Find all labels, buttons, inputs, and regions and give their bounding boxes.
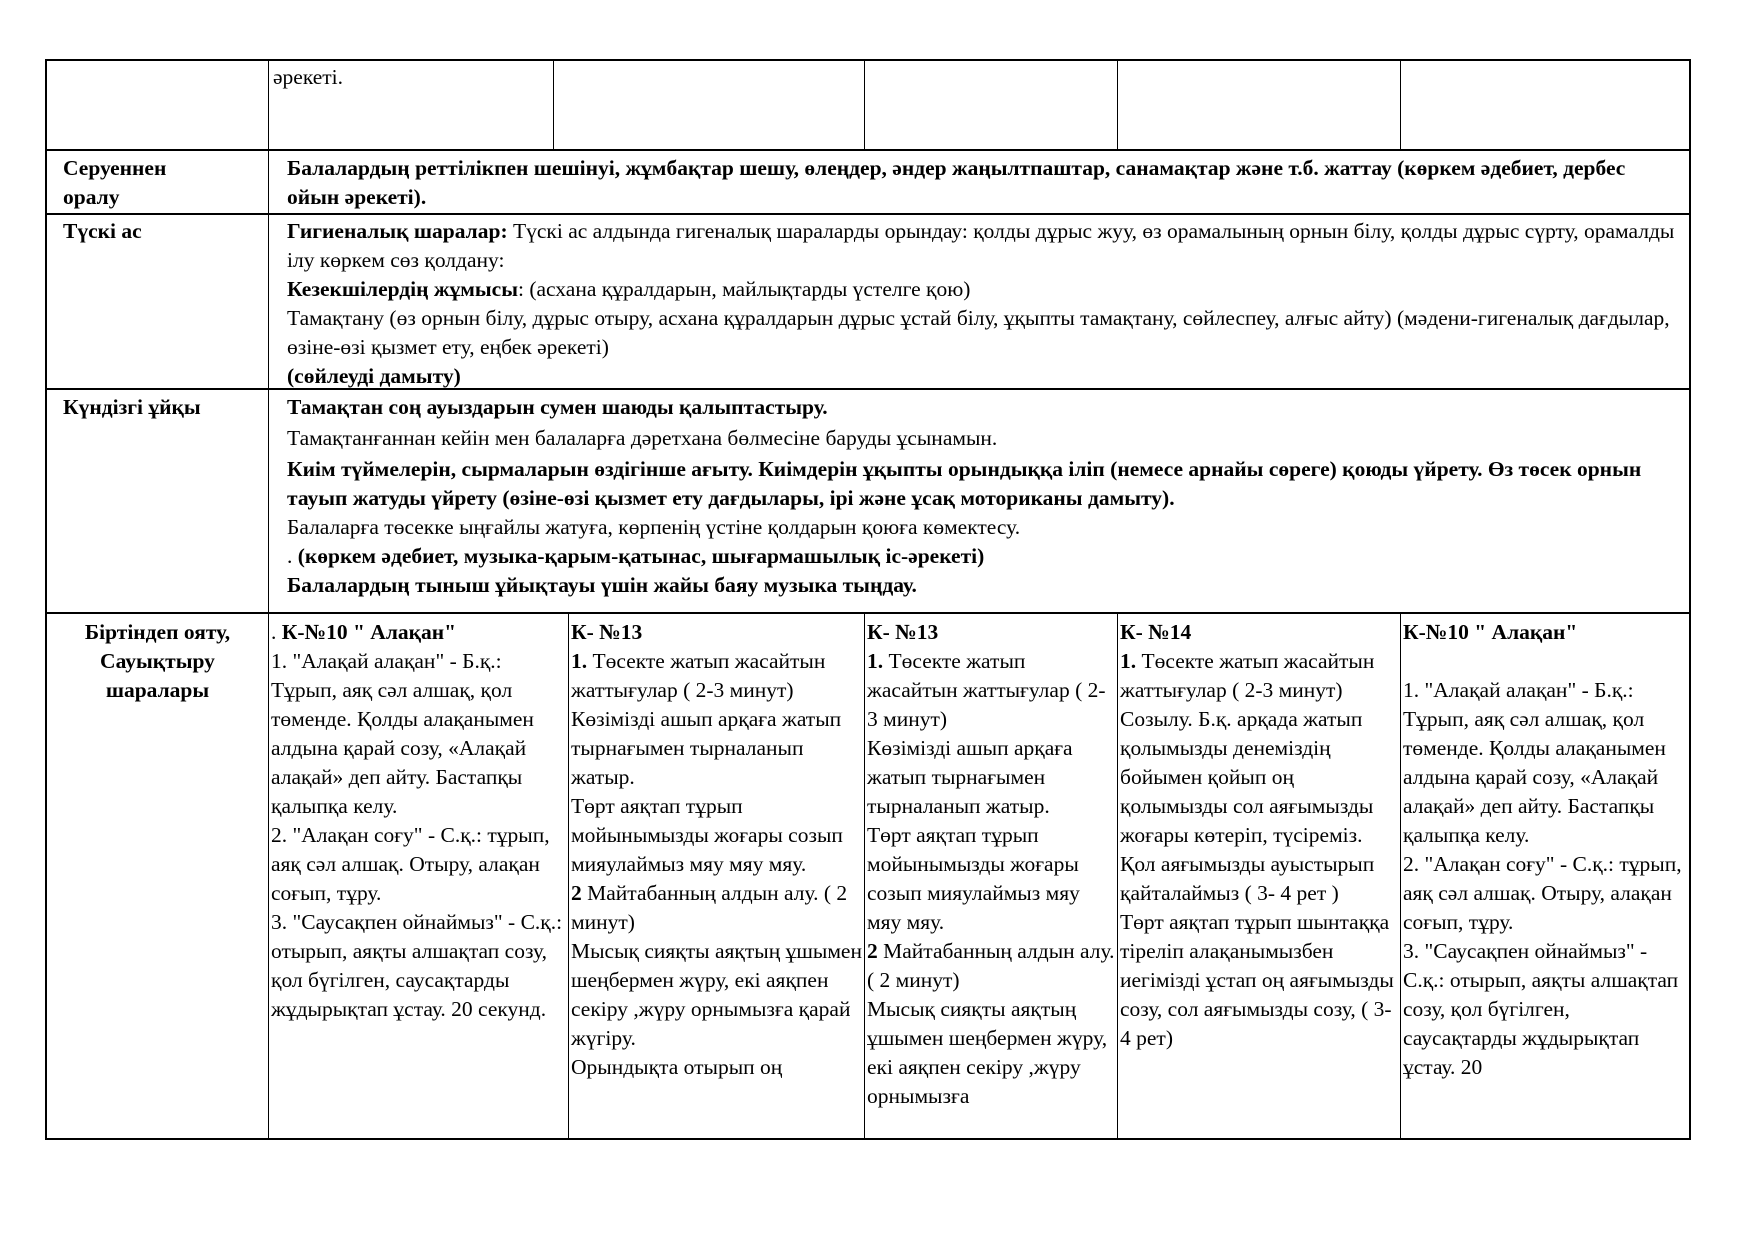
content-cell (269, 215, 1689, 388)
wake-col4-content (1118, 614, 1400, 1053)
wake-col3-title: К- №13 (867, 620, 939, 644)
lunch-content (269, 215, 1689, 388)
wake-col2-item2-body: Мысық сияқты аяқтың ұшымен шеңбермен жүру, екі аяқпен секіру ,жүру орнымызға қарай жүгіру. Орындықта отырып оң (571, 939, 862, 1079)
label-line: Сауықтыру (100, 649, 215, 673)
wake-col2-item1: 1. Төсекте жатып жасайтын жаттығулар ( 2-3 минут) (571, 649, 826, 702)
label-cell (47, 390, 269, 612)
nap-content (269, 390, 1689, 600)
content-cell (269, 151, 1689, 213)
nap-paragraph: Тамақтанғаннан кейін мен балаларға дәретхана бөлмесіне баруды ұсынамын. (287, 426, 998, 450)
wake-col3-content (865, 614, 1117, 1111)
cell-col3 (865, 61, 1118, 149)
label-cell-empty (47, 61, 269, 149)
wake-col3-item2-body: Мысық сияқты аяқтың ұшымен шеңбермен жүру, екі аяқпен секіру ,жүру орнымызға (867, 997, 1108, 1108)
wake-col2-item1-body: Көзімізді ашып арқаға жатып тырнағымен тырналанып жатыр. Төрт аяқтап тұрып мойынымызды жоғары созып мияулаймыз мяу мяу мяу. (571, 707, 843, 876)
wake-col4 (1118, 614, 1401, 1138)
wake-col3-item2: 2 Майтабанның алдын алу. ( 2 минут) (867, 939, 1115, 992)
wake-col4-item1: 1. Төсекте жатып жасайтын жаттығулар ( 2-3 минут) (1120, 649, 1375, 702)
wake-col1 (269, 614, 569, 1138)
row-label: Күндізгі ұйқы (63, 395, 201, 419)
wake-col5-content (1401, 614, 1689, 1082)
wake-col1-content (269, 614, 568, 1024)
content-cell (269, 390, 1689, 612)
nap-paragraph: Балаларға төсекке ыңғайлы жатуға, көрпенің үстіне қолдарын қоюға көмектесу. (287, 515, 1021, 539)
row-label: Түскі ас (63, 219, 142, 243)
label-line: шаралары (105, 678, 210, 702)
continuation-text: әрекеті. (273, 65, 344, 89)
wake-col3-item1-body: Көзімізді ашып арқаға жатып тырнағымен тырналанып жатыр. Төрт аяқтап тұрып мойынымызды жоғары созып мияулаймыз мяу мяу мяу. (867, 736, 1080, 934)
wake-col2-item2: 2 Майтабанның алдын алу. ( 2 минут) (571, 881, 848, 934)
lunch-paragraph: Тамақтану (өз орнын білу, дұрыс отыру, асхана құралдарын дұрыс ұстай білу, ұқыпты тамақтану, сөйлеспеу, алғыс айту) (мәдени-гигеналық дағдылар, өзіне-өзі қызмет ету, еңбек әрекеті) (287, 306, 1670, 359)
wake-col5-body: 1. "Алақай алақан" - Б.қ.: Тұрып, аяқ сәл алшақ, қол төменде. Қолды алақанымен алдына қарай созу, «Алақай алақай» деп айту. Бастапқы қалыпқа келу. 2. "Алақан соғу" - С.қ.: тұрып, аяқ сәл алшақ. Отыру, алақан соғып, тұру. 3. "Саусақпен ойнаймыз" - С.қ.: отырып, аяқты алшақтап созу, қол бүгілген, саусақтарды жұдырықтап ұстау. 20 (1403, 678, 1682, 1079)
row-lunch (45, 215, 1691, 390)
schedule-table (45, 59, 1691, 1140)
label-cell (47, 215, 269, 388)
wake-col4-title: К- №14 (1120, 620, 1192, 644)
row-wake (45, 614, 1691, 1140)
row-return (45, 151, 1691, 215)
row-nap (45, 390, 1691, 614)
wake-col4-item1-body: Созылу. Б.қ. арқада жатып қолымызды денеміздің бойымен қойып оң қолымызды сол аяғымызды жоғары көтеріп, түсіреміз. Қол аяғымызды ауыстырып қайталаймыз ( 3- 4 рет ) Төрт аяқтап тұрып шынтаққа тіреліп алақанымызбен иегімізді ұстап оң аяғымызды созу, сол аяғымызды созу, ( 3- 4 рет) (1120, 707, 1394, 1050)
wake-col3 (865, 614, 1118, 1138)
wake-col5-title: К-№10 " Алақан" (1403, 620, 1578, 644)
cell-col5 (1401, 61, 1689, 149)
wake-col1-body: 1. "Алақай алақан" - Б.қ.: Тұрып, аяқ сәл алшақ, қол төменде. Қолды алақанымен алдына қарай созу, «Алақай алақай» деп айту. Бастапқы қалыпқа келу. 2. "Алақан соғу" - С.қ.: тұрып, аяқ сәл алшақ. Отыру, алақан соғып, тұру. 3. "Саусақпен ойнаймыз" - С.қ.: отырып, аяқты алшақтап созу, қол бүгілген, саусақтарды жұдырықтап ұстау. 20 секунд. (271, 649, 563, 1021)
label-line: Серуеннен (63, 156, 167, 180)
cell-col2 (554, 61, 865, 149)
lunch-paragraph: Кезекшілердің жұмысы: (асхана құралдарын, майлықтарды үстелге қою) (287, 277, 971, 301)
nap-paragraph: Тамақтан соң ауыздарын сумен шаюды қалыптастыру. (287, 395, 828, 419)
lunch-paragraph: Гигиеналық шаралар: Түскі ас алдында гигеналық шараларды орындау: қолды дұрыс жуу, өз орамалының орнын білу, қолды дұрыс сүрту, орамалды ілу көркем сөз қолдану: (287, 219, 1675, 272)
lunch-paragraph: (сөйлеуді дамыту) (287, 364, 461, 388)
label-line: Біртіндеп ояту, (84, 620, 231, 644)
cell-col4 (1118, 61, 1401, 149)
row-label (47, 614, 268, 705)
label-line: оралу (63, 185, 120, 209)
row-label (47, 151, 268, 212)
row-continuation (45, 59, 1691, 151)
wake-col2-content (569, 614, 864, 1082)
wake-col1-title: . К-№10 " Алақан" (271, 620, 457, 644)
return-content: Балалардың реттілікпен шешінуі, жұмбақтар шешу, өлеңдер, әндер жаңылтпаштар, санамақтар және т.б. жаттау (көркем әдебиет, дербес ойын әрекеті). (287, 156, 1626, 209)
nap-paragraph: Балалардың тыныш ұйықтауы үшін жайы баяу музыка тыңдау. (287, 573, 917, 597)
nap-paragraph: . (көркем әдебиет, музыка-қарым-қатынас, шығармашылық іс-әрекеті) (287, 544, 985, 568)
label-cell (47, 614, 269, 1138)
wake-col2 (569, 614, 865, 1138)
wake-col5 (1401, 614, 1689, 1138)
wake-col3-item1: 1. Төсекте жатып жасайтын жаттығулар ( 2-3 минут) (867, 649, 1106, 731)
wake-col2-title: К- №13 (571, 620, 643, 644)
cell-col1 (269, 61, 554, 149)
nap-paragraph: Киім түймелерін, сырмаларын өздігінше ағыту. Киімдерін ұқыпты орындыққа іліп (немесе арнайы сөреге) қоюды үйрету. Өз төсек орнын тауып жатуды үйрету (өзіне-өзі қызмет ету дағдылары, ірі және ұсақ моториканы дамыту). (287, 457, 1642, 510)
label-cell (47, 151, 269, 213)
